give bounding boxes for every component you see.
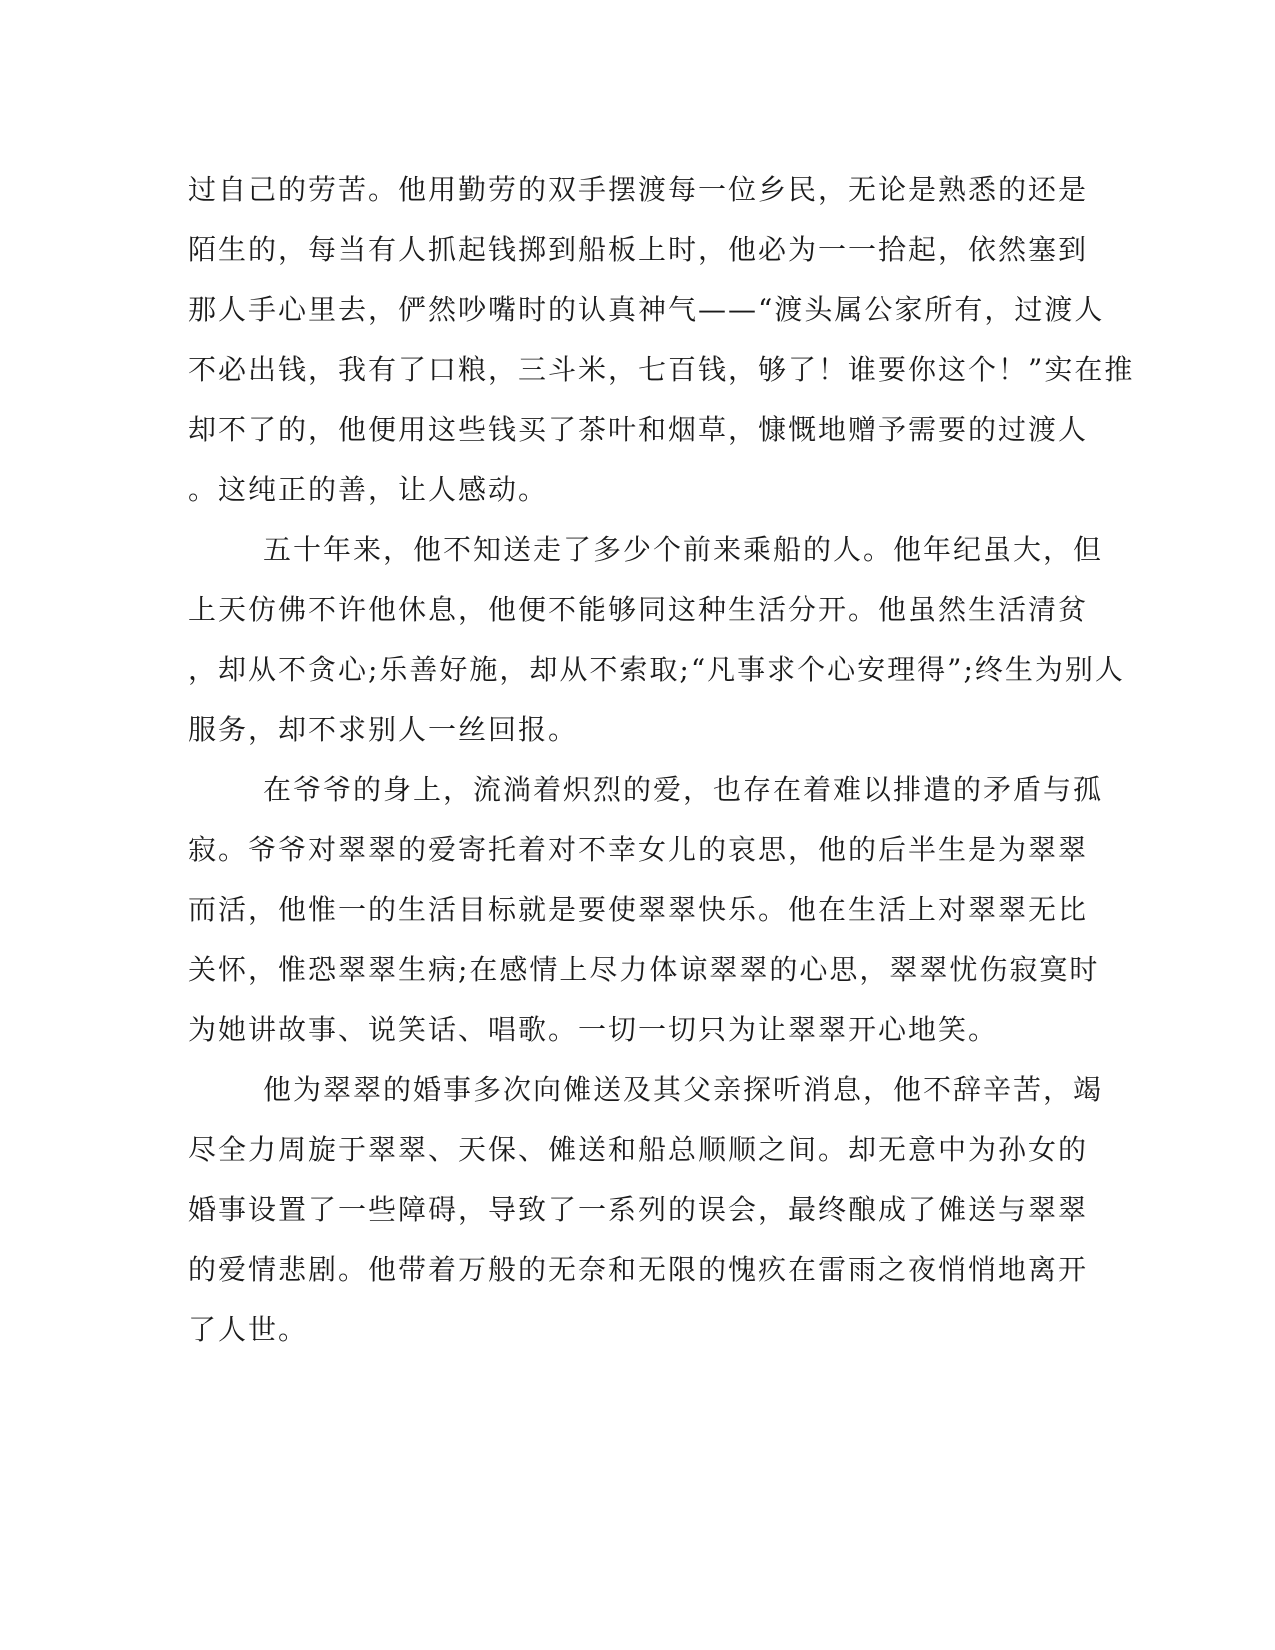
text-line: 他为翠翠的婚事多次向傩送及其父亲探听消息，他不辞辛苦，竭 [263, 1073, 1104, 1106]
paragraph-2 [188, 520, 1125, 760]
text-line: ，却从不贪心;乐善好施，却从不索取;“凡事求个心安理得”;终生为别人 [188, 653, 1125, 686]
text-line: 。这纯正的善，让人感动。 [188, 473, 549, 506]
text-line: 却不了的，他便用这些钱买了茶叶和烟草，慷慨地赠予需要的过渡人 [188, 413, 1089, 446]
text-line: 不必出钱，我有了口粮，三斗米，七百钱，够了！谁要你这个！”实在推 [188, 353, 1135, 386]
text-line: 尽全力周旋于翠翠、天保、傩送和船总顺顺之间。却无意中为孙女的 [188, 1133, 1089, 1166]
text-line: 服务，却不求别人一丝回报。 [188, 713, 579, 746]
document-body [188, 160, 1135, 1360]
paragraph-3 [188, 760, 1104, 1060]
text-line: 那人手心里去，俨然吵嘴时的认真神气——“渡头属公家所有，过渡人 [188, 293, 1105, 326]
text-line: 在爷爷的身上，流淌着炽烈的爱，也存在着难以排遣的矛盾与孤 [263, 773, 1104, 806]
text-line: 婚事设置了一些障碍，导致了一系列的误会，最终酿成了傩送与翠翠 [188, 1193, 1089, 1226]
text-line: 上天仿佛不许他休息，他便不能够同这种生活分开。他虽然生活清贫 [188, 593, 1089, 626]
text-line: 了人世。 [188, 1313, 309, 1346]
text-line: 为她讲故事、说笑话、唱歌。一切一切只为让翠翠开心地笑。 [188, 1013, 999, 1046]
paragraph-1 [188, 160, 1135, 520]
text-line: 过自己的劳苦。他用勤劳的双手摆渡每一位乡民，无论是熟悉的还是 [188, 173, 1089, 206]
paragraph-4 [188, 1060, 1104, 1360]
text-line: 五十年来，他不知送走了多少个前来乘船的人。他年纪虽大，但 [263, 533, 1104, 566]
text-line: 寂。爷爷对翠翠的爱寄托着对不幸女儿的哀思，他的后半生是为翠翠 [188, 833, 1089, 866]
text-line: 的爱情悲剧。他带着万般的无奈和无限的愧疚在雷雨之夜悄悄地离开 [188, 1253, 1089, 1286]
text-line: 而活，他惟一的生活目标就是要使翠翠快乐。他在生活上对翠翠无比 [188, 893, 1089, 926]
text-line: 陌生的，每当有人抓起钱掷到船板上时，他必为一一拾起，依然塞到 [188, 233, 1089, 266]
text-line: 关怀，惟恐翠翠生病;在感情上尽力体谅翠翠的心思，翠翠忧伤寂寞时 [188, 953, 1100, 986]
